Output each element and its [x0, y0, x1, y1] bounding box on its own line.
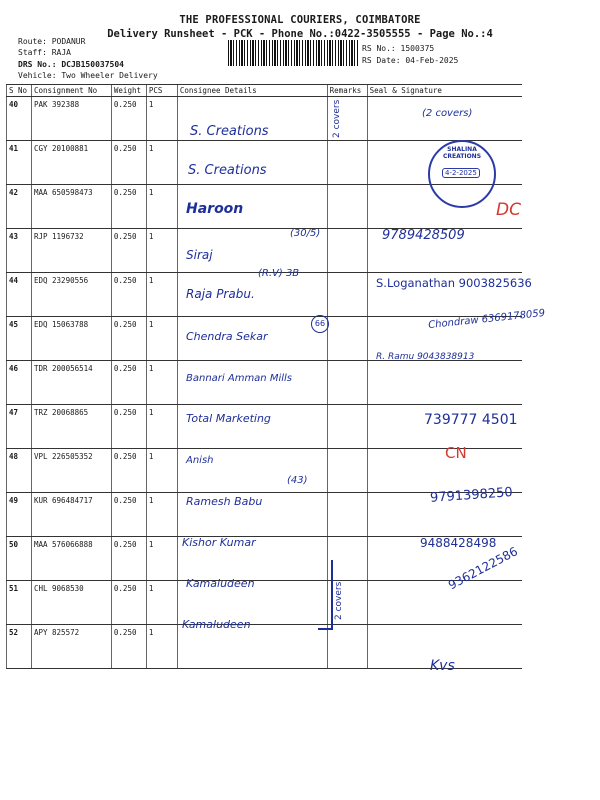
table-row: [7, 581, 523, 625]
cell-sno: 46: [7, 361, 32, 405]
cell-remarks: [327, 317, 367, 361]
consignee-handwriting-52: Kamaludeen: [182, 618, 251, 631]
cell-sno: 48: [7, 449, 32, 493]
consignee-note-45: 66: [311, 315, 329, 333]
signature-49: 9791398250: [429, 485, 514, 506]
cell-sno: 42: [7, 185, 32, 229]
signature-46: R. Ramu 9043838913: [376, 352, 475, 362]
consignee-handwriting-47: Total Marketing: [186, 412, 271, 425]
cell-weight: 0.250: [111, 537, 146, 581]
consignee-note-43: (30/5): [290, 228, 321, 239]
route-label: Route: PODANUR: [18, 37, 86, 46]
cell-consignment: TDR 200056514: [31, 361, 111, 405]
cell-weight: 0.250: [111, 405, 146, 449]
consignee-handwriting-50: Kishor Kumar: [182, 536, 256, 549]
cell-consignment: PAK 392388: [31, 97, 111, 141]
consignee-handwriting-40: S. Creations: [190, 124, 269, 139]
cell-weight: 0.250: [111, 625, 146, 669]
cell-weight: 0.250: [111, 493, 146, 537]
cell-consignment: MAA 650598473: [31, 185, 111, 229]
cell-pcs: 1: [146, 449, 177, 493]
signature-47: 739777 4501: [424, 412, 518, 428]
cell-remarks: [327, 229, 367, 273]
signature-45: Chondraw 6369178059: [427, 307, 546, 332]
consignee-handwriting-43: Siraj: [186, 248, 213, 262]
col-header-sno: S No: [7, 85, 32, 97]
consignee-handwriting-46: Bannari Amman Mills: [186, 373, 293, 384]
consignee-handwriting-45: Chendra Sekar: [186, 330, 268, 343]
cell-sno: 45: [7, 317, 32, 361]
cell-remarks: [327, 185, 367, 229]
cell-pcs: 1: [146, 537, 177, 581]
bracket-line: [318, 628, 333, 630]
cell-consignment: RJP 1196732: [31, 229, 111, 273]
cell-remarks: [327, 449, 367, 493]
cell-consignment: MAA 576066888: [31, 537, 111, 581]
cell-remarks: [327, 273, 367, 317]
company-title: THE PROFESSIONAL COURIERS, COIMBATORE: [179, 14, 421, 26]
col-header-weight: Weight: [111, 85, 146, 97]
cell-pcs: 1: [146, 581, 177, 625]
cell-remarks: [327, 493, 367, 537]
col-header-signature: Seal & Signature: [367, 85, 522, 97]
cell-sno: 40: [7, 97, 32, 141]
cell-remarks: [327, 361, 367, 405]
signature-40: (2 covers): [422, 108, 473, 119]
cell-pcs: 1: [146, 405, 177, 449]
rs-number: RS No.: 1500375: [362, 44, 435, 53]
rs-date: RS Date: 04-Feb-2025: [362, 56, 459, 65]
cell-pcs: 1: [146, 229, 177, 273]
cell-pcs: 1: [146, 141, 177, 185]
cell-weight: 0.250: [111, 361, 146, 405]
cell-remarks: [327, 405, 367, 449]
cell-signature: [367, 361, 522, 405]
cell-sno: 41: [7, 141, 32, 185]
cell-weight: 0.250: [111, 97, 146, 141]
cell-consignment: APY 825572: [31, 625, 111, 669]
consignee-handwriting-42: Haroon: [186, 201, 244, 217]
consignee-handwriting-51: Kamaludeen: [186, 577, 255, 590]
cell-sno: 50: [7, 537, 32, 581]
seal-text: SHALINA CREATIONS: [442, 146, 482, 160]
cell-remarks: [327, 537, 367, 581]
consignee-handwriting-44: Raja Prabu.: [186, 287, 255, 301]
col-header-consignee: Consignee Details: [177, 85, 327, 97]
cell-consignment: KUR 696484717: [31, 493, 111, 537]
cell-sno: 52: [7, 625, 32, 669]
vehicle-label: Vehicle: Two Wheeler Delivery: [18, 71, 158, 80]
signature-dc: DC: [496, 200, 521, 220]
seal-date: 4-2-2025: [442, 168, 480, 178]
table-header-row: [7, 85, 523, 97]
consignee-handwriting-41: S. Creations: [188, 163, 267, 178]
cell-pcs: 1: [146, 273, 177, 317]
remark-2-covers-bottom: 2 covers: [334, 581, 344, 620]
signature-footer: Kvs: [430, 658, 455, 674]
cell-weight: 0.250: [111, 273, 146, 317]
cell-sno: 43: [7, 229, 32, 273]
signature-50: 9488428498: [420, 536, 497, 550]
col-header-remarks: Remarks: [327, 85, 367, 97]
signature-43: 9789428509: [382, 228, 465, 243]
cell-pcs: 1: [146, 97, 177, 141]
cell-weight: 0.250: [111, 449, 146, 493]
cell-consignment: CGY 20100881: [31, 141, 111, 185]
barcode: [228, 40, 358, 66]
cell-pcs: 1: [146, 625, 177, 669]
cell-pcs: 1: [146, 317, 177, 361]
cell-remarks: [327, 625, 367, 669]
cell-consignment: EDQ 23290556: [31, 273, 111, 317]
col-header-pcs: PCS: [146, 85, 177, 97]
cell-weight: 0.250: [111, 229, 146, 273]
cell-signature: [367, 581, 522, 625]
signature-44: S.Loganathan 9003825636: [376, 276, 532, 290]
cell-pcs: 1: [146, 493, 177, 537]
cell-weight: 0.250: [111, 581, 146, 625]
cell-consignment: CHL 9068530: [31, 581, 111, 625]
remark-2-covers-top: 2 covers: [332, 99, 342, 138]
cell-consignment: EDQ 15063788: [31, 317, 111, 361]
consignee-handwriting-48: Anish: [186, 455, 214, 466]
cell-consignment: VPL 226505352: [31, 449, 111, 493]
bracket-line: [331, 560, 333, 630]
cell-remarks: [327, 141, 367, 185]
runsheet-title: Delivery Runsheet - PCK - Phone No.:0422-3505555 - Page No.:4: [107, 28, 493, 40]
cell-pcs: 1: [146, 185, 177, 229]
cell-weight: 0.250: [111, 317, 146, 361]
cell-sno: 51: [7, 581, 32, 625]
cell-weight: 0.250: [111, 185, 146, 229]
drs-label: DRS No.: DCJB150037504: [18, 60, 124, 69]
consignee-note-44: (R.V) 3B: [258, 268, 300, 279]
staff-label: Staff: RAJA: [18, 48, 71, 57]
col-header-consignment: Consignment No: [31, 85, 111, 97]
cell-sno: 47: [7, 405, 32, 449]
cell-consignee: [177, 625, 327, 669]
company-seal: [428, 140, 496, 208]
signature-51: 9362122586: [446, 544, 520, 593]
cell-sno: 49: [7, 493, 32, 537]
signature-cn: CN: [445, 444, 467, 462]
cell-consignment: TRZ 20068865: [31, 405, 111, 449]
cell-pcs: 1: [146, 361, 177, 405]
cell-sno: 44: [7, 273, 32, 317]
consignee-handwriting-49: Ramesh Babu: [186, 495, 263, 508]
consignee-note-49: (43): [287, 475, 308, 486]
cell-weight: 0.250: [111, 141, 146, 185]
